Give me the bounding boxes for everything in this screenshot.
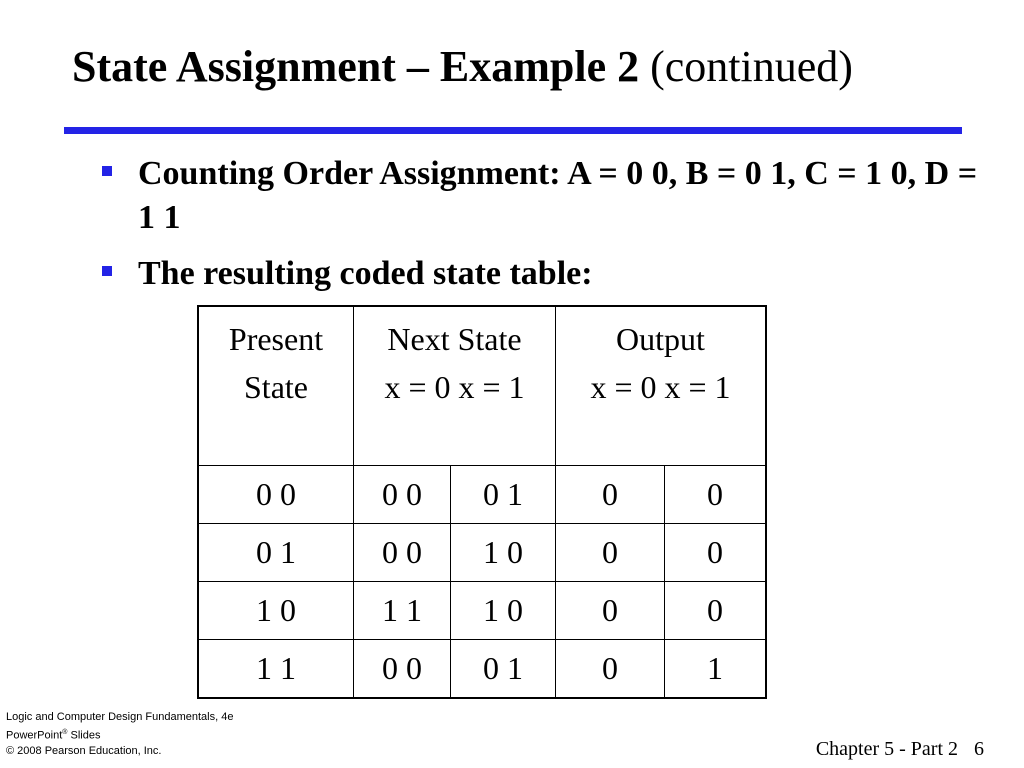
table-cell: 0 0 — [198, 466, 354, 524]
square-bullet-icon — [102, 266, 112, 276]
table-cell: 0 1 — [451, 466, 556, 524]
table-row — [198, 582, 766, 640]
page-number: 6 — [974, 738, 984, 760]
square-bullet-icon — [102, 166, 112, 176]
header-line: Next State — [387, 321, 522, 357]
header-line: State — [244, 369, 308, 405]
table-cell: 1 1 — [198, 640, 354, 699]
footer-chapter — [816, 738, 984, 761]
output-header — [556, 306, 767, 466]
registered-mark: ® — [62, 729, 68, 736]
table-cell: 1 1 — [354, 582, 451, 640]
slide-title-normal: (continued) — [650, 42, 853, 91]
table-cell: 0 0 — [354, 524, 451, 582]
table-cell: 1 0 — [198, 582, 354, 640]
slide-title-bold: State Assignment – Example 2 — [72, 42, 640, 91]
table-row — [198, 640, 766, 699]
table-cell: 1 — [665, 640, 767, 699]
bullet-list — [100, 152, 980, 308]
bullet-text: The resulting coded state table: — [138, 255, 593, 292]
footer-slides-prefix: PowerPoint — [6, 729, 63, 742]
header-line: Present — [228, 321, 324, 357]
footer-slides-line — [6, 725, 233, 744]
table-cell: 0 — [665, 524, 767, 582]
table-cell: 0 0 — [354, 466, 451, 524]
bullet-item — [100, 152, 980, 240]
table-header-row — [198, 306, 766, 466]
header-line: Output — [616, 321, 705, 357]
bullet-text: Counting Order Assignment: A = 0 0, B = 0 1, C = 1 0, D = 1 1 — [138, 155, 978, 236]
table-cell: 0 — [556, 466, 665, 524]
table-cell: 0 1 — [198, 524, 354, 582]
table-cell: 1 0 — [451, 582, 556, 640]
chapter-label: Chapter 5 - Part 2 — [815, 738, 958, 760]
table-row — [198, 466, 766, 524]
table-cell: 0 — [556, 640, 665, 699]
table-cell: 0 — [556, 582, 665, 640]
table-cell: 0 0 — [354, 640, 451, 699]
footer-copyright: © 2008 Pearson Education, Inc. — [6, 744, 162, 757]
present-state-header — [198, 306, 354, 466]
table-cell: 0 — [665, 582, 767, 640]
title-divider — [64, 127, 962, 134]
table-cell: 0 1 — [451, 640, 556, 699]
table-row — [198, 524, 766, 582]
footer-slides-suffix: Slides — [67, 729, 101, 742]
header-line: x = 0 x = 1 — [590, 369, 731, 405]
footer-book-title: Logic and Computer Design Fundamentals, 4e — [6, 711, 234, 723]
slide-title — [72, 42, 853, 93]
table-cell: 0 — [556, 524, 665, 582]
coded-state-table — [197, 305, 767, 699]
table-cell: 0 — [665, 466, 767, 524]
footer-credits — [6, 710, 233, 759]
header-line: x = 0 x = 1 — [384, 369, 525, 405]
bullet-item — [100, 252, 980, 296]
next-state-header — [354, 306, 556, 466]
table-cell: 1 0 — [451, 524, 556, 582]
